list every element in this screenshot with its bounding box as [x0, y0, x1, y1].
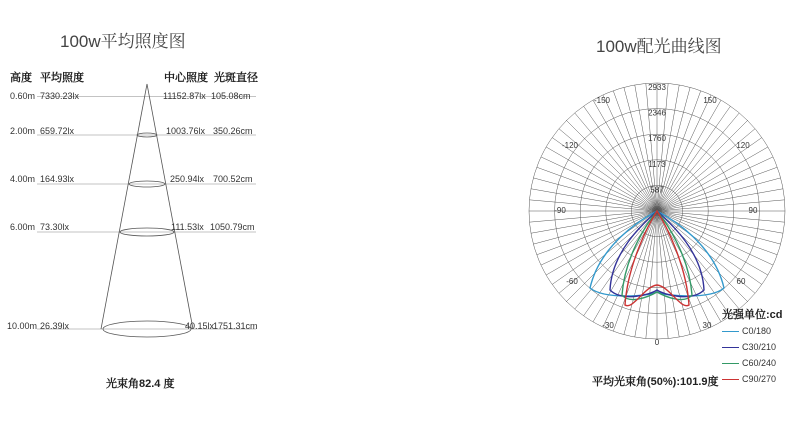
- angle-label: 60: [736, 277, 746, 286]
- angle-label: -90: [554, 206, 566, 215]
- row-average: 73.30lx: [40, 222, 70, 232]
- polar-spoke: [657, 178, 781, 211]
- angle-label: -150: [593, 96, 611, 105]
- row-height: 10.00m: [7, 321, 38, 331]
- radial-label: 1173: [648, 159, 666, 169]
- row-average: 659.72lx: [40, 126, 75, 136]
- radial-label: 1760: [648, 134, 666, 144]
- row-average: 26.39lx: [40, 321, 70, 331]
- row-height: 6.00m: [10, 222, 36, 232]
- row-center: 111.53lx: [171, 222, 204, 232]
- angle-label: 150: [703, 96, 717, 105]
- row-diameter: 105.08cm: [211, 91, 251, 101]
- header-center-illuminance: 中心照度: [164, 72, 208, 84]
- polar-spoke: [657, 200, 785, 211]
- polar-spoke: [529, 200, 657, 211]
- radial-label: 2346: [648, 108, 666, 118]
- legend-item-c90: C90/270: [722, 374, 776, 384]
- polar-spoke: [533, 178, 657, 211]
- row-diameter: 1050.79cm: [210, 222, 255, 232]
- polar-spoke: [657, 211, 668, 339]
- polar-spoke: [646, 211, 657, 339]
- row-average: 7330.23lx: [40, 91, 80, 101]
- row-height: 0.60m: [10, 91, 36, 101]
- header-spot-diameter: 光斑直径: [214, 72, 258, 84]
- row-center: 1003.76lx: [166, 126, 206, 136]
- angle-label: 120: [736, 141, 750, 150]
- row-average: 164.93lx: [40, 174, 75, 184]
- polar-spoke: [529, 211, 657, 222]
- radial-label: 587: [650, 185, 664, 195]
- legend-item-c0: C0/180: [722, 326, 771, 336]
- row-center: 40.15lx: [185, 321, 215, 331]
- row-height: 4.00m: [10, 174, 36, 184]
- angle-label: -60: [566, 277, 578, 286]
- row-diameter: 700.52cm: [213, 174, 253, 184]
- average-beam-angle-caption: 平均光束角(50%):101.9度: [592, 376, 719, 388]
- photometric-title: 100w配光曲线图: [596, 37, 722, 56]
- row-center: 11152.87lx: [163, 91, 206, 101]
- header-height: 高度: [10, 72, 32, 84]
- angle-label: -30: [602, 321, 614, 330]
- intensity-unit-label: 光强单位:cd: [722, 309, 783, 321]
- illuminance-title: 100w平均照度图: [60, 32, 186, 51]
- angle-label: -120: [561, 141, 579, 150]
- angle-label: 30: [702, 321, 712, 330]
- row-center: 250.94lx: [170, 174, 205, 184]
- row-diameter: 1751.31cm: [213, 321, 258, 331]
- beam-angle-caption: 光束角82.4 度: [106, 378, 175, 390]
- polar-spoke: [657, 211, 785, 222]
- angle-label: 90: [748, 206, 758, 215]
- row-diameter: 350.26cm: [213, 126, 253, 136]
- legend-item-c60: C60/240: [722, 358, 776, 368]
- angle-label: 0: [654, 338, 660, 347]
- radial-label: 2933: [648, 83, 666, 92]
- row-height: 2.00m: [10, 126, 36, 136]
- header-average-illuminance: 平均照度: [40, 72, 84, 84]
- legend-item-c30: C30/210: [722, 342, 776, 352]
